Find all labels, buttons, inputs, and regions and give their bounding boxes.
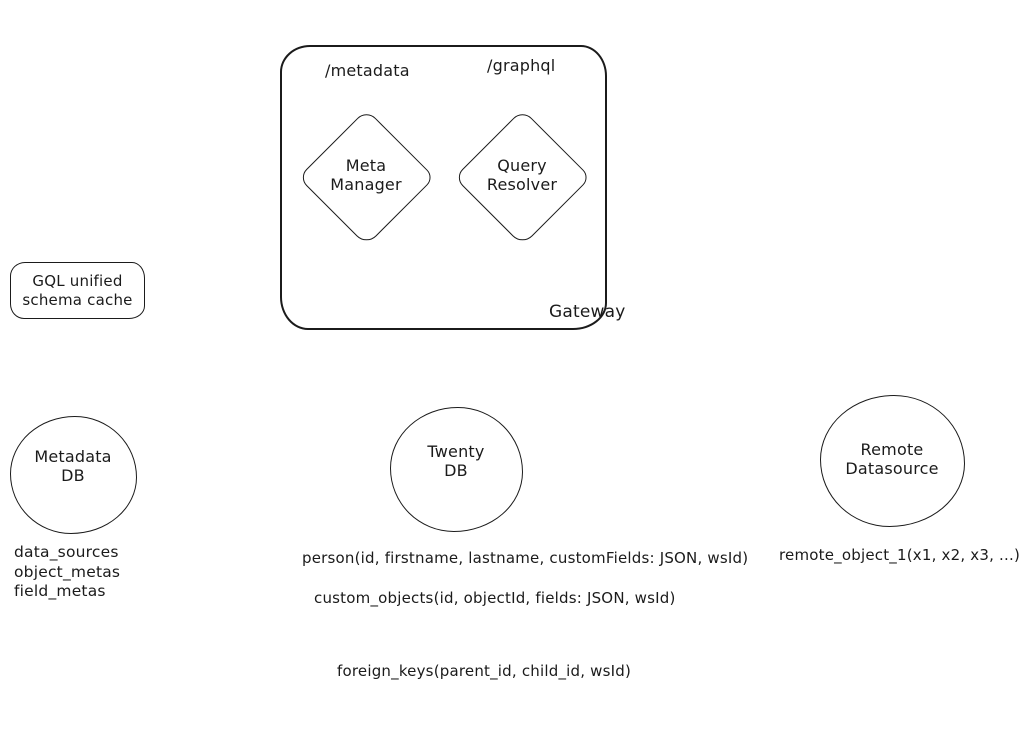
metadata-db-label-line1: Metadata <box>34 447 112 466</box>
schema-cache-box <box>10 262 145 319</box>
meta-manager-label-line2: Manager <box>330 175 402 194</box>
metadata-db-label-line2: DB <box>61 466 85 485</box>
twenty-db-label <box>396 442 516 480</box>
query-resolver-label-line2: Resolver <box>486 175 558 194</box>
metadata-db-tables <box>14 543 120 602</box>
remote-datasource-label-line2: Datasource <box>845 459 939 478</box>
gateway-label: Gateway <box>549 302 626 322</box>
schema-cache-label-line1: GQL unified <box>32 271 123 290</box>
table-name-foreign-keys: foreign_keys(parent_id, child_id, wsId) <box>337 662 632 680</box>
table-name-field-metas: field_metas <box>14 582 106 600</box>
twenty-db-label-line2: DB <box>444 461 468 480</box>
table-name-object-metas: object_metas <box>14 562 121 581</box>
table-name-person: person(id, firstname, lastname, customFields: JSON, wsId) <box>302 549 749 567</box>
query-resolver-label-line1: Query <box>497 156 547 175</box>
schema-cache-label-line2: schema cache <box>22 290 133 309</box>
query-resolver-label <box>462 156 582 194</box>
table-name-remote-object: remote_object_1(x1, x2, x3, ...) <box>779 546 1021 564</box>
twenty-db-label-line1: Twenty <box>427 442 485 461</box>
endpoint-label-graphql: /graphql <box>487 56 556 75</box>
metadata-db-label <box>13 447 133 485</box>
table-name-custom-objects: custom_objects(id, objectId, fields: JSON, wsId) <box>314 589 676 607</box>
remote-datasource-label <box>832 440 952 478</box>
endpoint-label-metadata: /metadata <box>325 61 410 80</box>
meta-manager-label <box>306 156 426 194</box>
table-name-data-sources: data_sources <box>14 543 119 561</box>
meta-manager-label-line1: Meta <box>345 156 387 175</box>
schema-cache-label <box>22 272 132 310</box>
remote-datasource-label-line1: Remote <box>860 440 924 459</box>
